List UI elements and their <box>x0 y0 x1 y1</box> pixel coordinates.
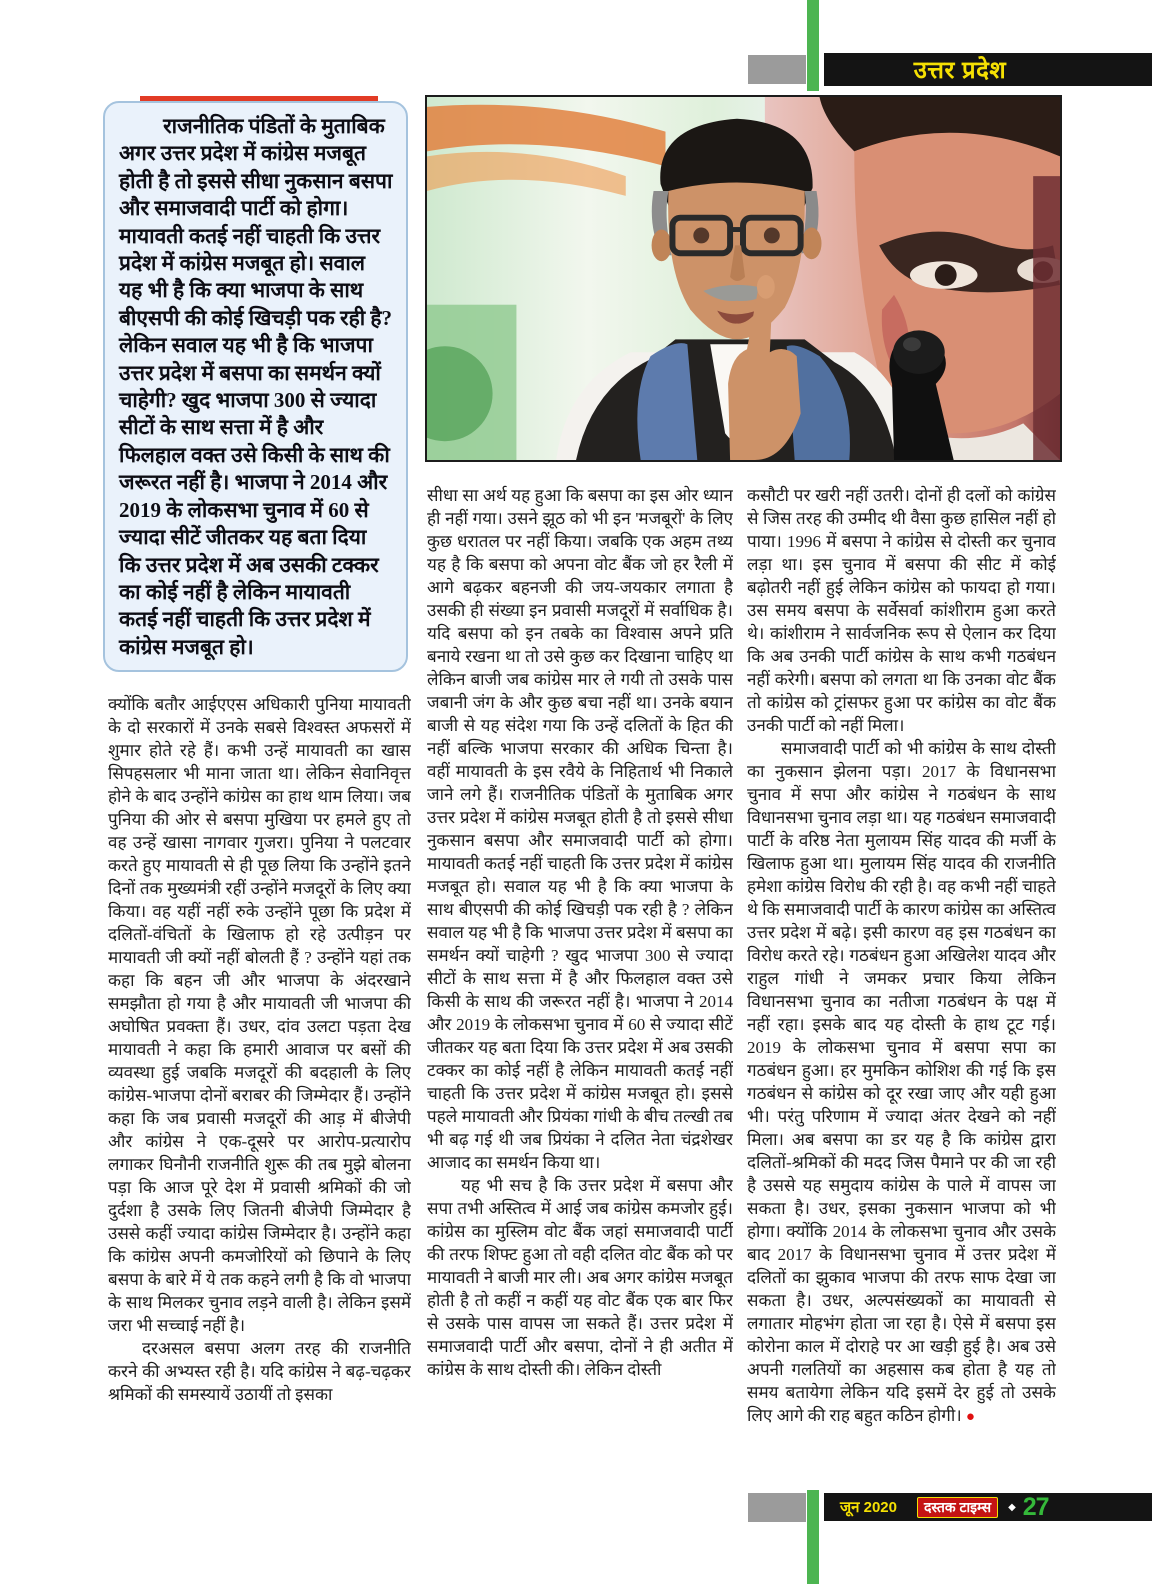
article-paragraph-text: समाजवादी पार्टी को भी कांग्रेस के साथ दोस्ती का नुकसान झेलना पड़ा। 2017 के विधानसभा चुनाव में सपा और कांग्रेस ने गठबंधन के साथ विधानसभा चुनाव लड़ा था। यह गठबंधन समाजवादी पार्टी के वरिष्ठ नेता मुलायम सिंह यादव की मर्जी के खिलाफ हुआ था। मुलायम सिंह यादव की राजनीति हमेशा कांग्रेस विरोध की रही है। वह कभी नहीं चाहते थे कि समाजवादी पार्टी के कारण कांग्रेस का अस्तित्व उत्तर प्रदेश में बढ़े। इसी कारण वह इस गठबंधन का विरोध करते रहे। गठबंधन हुआ अखिलेश यादव और राहुल गांधी ने जमकर प्रचार किया लेकिन विधानसभा चुनाव का नतीजा गठबंधन के पक्ष में नहीं रहा। इसके बाद यह दोस्ती के हाथ टूट गई। 2019 के लोकसभा चुनाव में बसपा सपा का गठबंधन हुआ। हर मुमकिन कोशिश की गई कि इस गठबंधन से कांग्रेस को दूर रखा जाए और यही हुआ भी। परंतु परिणाम में ज्यादा अंतर देखने को नहीं मिला। अब बसपा का डर यह है कि कांग्रेस द्वारा दलितों-श्रमिकों की मदद जिस पैमाने पर की जा रही है उससे यह समुदाय कांग्रेस के पाले में वापस जा सकता है। उधर, इसका नुकसान भाजपा को भी होगा। क्योंकि 2014 के लोकसभा चुनाव और उसके बाद 2017 के विधानसभा चुनाव में उत्तर प्रदेश में दलितों का झुकाव भाजपा की तरफ साफ देखा जा सकता है। उधर, अल्पसंख्यकों का मायावती से लगातार मोहभंग होता जा रहा है। ऐसे में बसपा इस कोरोना काल में दोराहे पर आ खड़ी हुई है। अब उसे अपनी गलतियों का अहसास कब होता है यह तो समय बतायेगा लेकिन यदि इसमें देर हुई तो उसके लिए आगे की राह बहुत कठिन होगी। <box>747 739 1056 1425</box>
article-column-3 <box>747 484 1056 1482</box>
header-green-bar <box>807 0 819 91</box>
pullquote-box <box>103 101 408 672</box>
article-paragraph: सीधा सा अर्थ यह हुआ कि बसपा का इस ओर ध्यान ही नहीं गया। उसने झूठ को भी इन 'मजबूरों' के लिए कुछ धरातल पर नहीं किया। जबकि एक अहम तथ्य यह है कि बसपा को अपना वोट बैंक जो हर रैली में आगे बढ़कर बहनजी की जय-जयकार लगाता है उसकी ही संख्या इन प्रवासी मजदूरों में सर्वाधिक है। यदि बसपा को इन तबके का विश्वास अपने प्रति बनाये रखना था तो उसे कुछ कर दिखाना चाहिए था लेकिन बाजी जब कांग्रेस मार ले गयी तो उसके पास जबानी जंग के और कुछ बचा नहीं था। उनके बयान बाजी से यह संदेश गया कि उन्हें दलितों के हित की नहीं बल्कि भाजपा सरकार की अधिक चिन्ता है। वहीं मायावती के इस रवैये के निहितार्थ भी निकाले जाने लगे हैं। राजनीतिक पंडितों के मुताबिक अगर उत्तर प्रदेश में कांग्रेस मजबूत होती है तो इससे सीधा नुकसान बसपा और समाजवादी पार्टी को होगा। मायावती कतई नहीं चाहती कि उत्तर प्रदेश में कांग्रेस मजबूत हो। सवाल यह भी है कि क्या भाजपा के साथ बीएसपी की कोई खिचड़ी पक रही है ? लेकिन सवाल यह भी है कि भाजपा उत्तर प्रदेश में बसपा का समर्थन क्यों चाहेगी ? खुद भाजपा 300 से ज्यादा सीटों के साथ सत्ता में है और फिलहाल वक्त उसे किसी के साथ की जरूरत नहीं है। भाजपा ने 2014 और 2019 के लोकसभा चुनाव में 60 से ज्यादा सीटें जीतकर यह बता दिया कि उत्तर प्रदेश में अब उसकी टक्कर का कोई नहीं है लेकिन मायावती कतई नहीं चाहती कि उत्तर प्रदेश में कांग्रेस मजबूत हो। इससे पहले मायावती और प्रियंका गांधी के बीच तल्खी तब भी बढ़ गई थी जब प्रियंका ने दलित नेता चंद्रशेखर आजाद का समर्थन किया था। <box>427 486 733 1172</box>
footer-gray-block <box>748 1493 806 1522</box>
section-title: उत्तर प्रदेश <box>913 57 1007 84</box>
header-section-bar <box>824 53 1152 86</box>
article-end-mark: ● <box>965 1409 975 1425</box>
article-column-1 <box>108 693 411 1482</box>
issue-date: जून 2020 <box>840 1499 897 1516</box>
article-paragraph: क्योंकि बतौर आईएएस अधिकारी पुनिया मायावती के दो सरकारों में उनके सबसे विश्वस्त अफसरों में शुमार होते रहे हैं। कभी उन्हें मायावती का खास सिपहसलार भी माना जाता था। लेकिन सेवानिवृत्त होने के बाद उन्होंने कांग्रेस का हाथ थाम लिया। जब पुनिया की ओर से बसपा मुखिया पर हमले हुए तो वह उन्हें खासा नागवार गुजरा। पुनिया ने पलटवार करते हुए मायावती से ही पूछ लिया कि उन्होंने इतने दिनों तक मुख्यमंत्री रहीं उन्होंने मजदूरों के लिए क्या किया। वह यहीं नहीं रुके उन्होंने पूछा कि प्रदेश में दलितों-वंचितों के खिलाफ हो रहे उत्पीड़न पर मायावती जी क्यों नहीं बोलती हैं ? उन्होंने यहां तक कहा कि बहन जी और भाजपा के अंदरखाने समझौता हो गया है और मायावती जी भाजपा की अघोषित प्रवक्ता हैं। उधर, दांव उलटा पड़ता देख मायावती ने कहा कि हमारी आवाज पर बसों की व्यवस्था हुई जबकि मजदूरों की बदहाली के लिए कांग्रेस-भाजपा दोनों बराबर की जिम्मेदार हैं। उन्होंने कहा कि जब प्रवासी मजदूरों की आड़ में बीजेपी और कांग्रेस ने एक-दूसरे पर आरोप-प्रत्यारोप लगाकर घिनौनी राजनीति शुरू की तब मुझे बोलना पड़ा कि आज पूरे देश में प्रवासी श्रमिकों की जो दुर्दशा है उसके लिए जितनी बीजेपी जिम्मेदार है उससे कहीं ज्यादा कांग्रेस जिम्मेदार है। उन्होंने कहा कि कांग्रेस अपनी कमजोरियों को छिपाने के लिए बसपा के बारे में ये तक कहने लगी है कि वो भाजपा के साथ मिलकर चुनाव लड़ने वाली है। लेकिन इसमें जरा भी सच्चाई नहीं है। <box>108 695 411 1335</box>
footer-green-bar <box>807 1490 819 1584</box>
article-paragraph: कसौटी पर खरी नहीं उतरी। दोनों ही दलों को कांग्रेस से जिस तरह की उम्मीद थी वैसा कुछ हासिल नहीं हो पाया। 1996 में बसपा ने कांग्रेस से दोस्ती कर चुनाव लड़ा था। इस चुनाव में बसपा की सीट में कोई बढ़ोतरी नहीं हुई लेकिन कांग्रेस को फायदा हो गया। उस समय बसपा के सर्वेसर्वा कांशीराम हुआ करते थे। कांशीराम ने सार्वजनिक रूप से ऐलान कर दिया कि अब उनकी पार्टी कांग्रेस के साथ कभी गठबंधन नहीं करेगी। बसपा को लगता था कि उनका वोट बैंक तो कांग्रेस को ट्रांसफर हुआ पर कांग्रेस का वोट बैंक उनकी पार्टी को नहीं मिला। <box>747 486 1056 735</box>
header-gray-block <box>748 55 806 84</box>
page-number: 27 <box>1022 1492 1049 1521</box>
pullquote-text: राजनीतिक पंडितों के मुताबिक अगर उत्तर प्रदेश में कांग्रेस मजबूत होती है तो इससे सीधा नुकसान बसपा और समाजवादी पार्टी को होगा। मायावती कतई नहीं चाहती कि उत्तर प्रदेश में कांग्रेस मजबूत हो। सवाल यह भी है कि क्या भाजपा के साथ बीएसपी की कोई खिचड़ी पक रही है? लेकिन सवाल यह भी है कि भाजपा उत्तर प्रदेश में बसपा का समर्थन क्यों चाहेगी? खुद भाजपा 300 से ज्यादा सीटों के साथ सत्ता में है और फिलहाल वक्त उसे किसी के साथ की जरूरत नहीं है। भाजपा ने 2014 और 2019 के लोकसभा चुनाव में 60 से ज्यादा सीटें जीतकर यह बता दिया कि उत्तर प्रदेश में अब उसकी टक्कर का कोई नहीं है लेकिन मायावती कतई नहीं चाहती कि उत्तर प्रदेश में कांग्रेस मजबूत हो। <box>119 114 393 659</box>
photo-illustration <box>427 97 1060 460</box>
article-paragraph: दरअसल बसपा अलग तरह की राजनीति करने की अभ्यस्त रही है। यदि कांग्रेस ने बढ़-चढ़कर श्रमिकों की समस्यायें उठायीं तो इसका <box>108 1339 411 1404</box>
article-paragraph <box>747 737 1056 1429</box>
magazine-logo: दस्तक टाइम्स <box>917 1497 998 1518</box>
footer-bar <box>824 1493 1152 1521</box>
diamond-icon: ◆ <box>1008 1501 1016 1513</box>
article-photo <box>425 95 1062 462</box>
article-column-2 <box>427 484 733 1482</box>
article-paragraph: यह भी सच है कि उत्तर प्रदेश में बसपा और सपा तभी अस्तित्व में आई जब कांग्रेस कमजोर हुई। कांग्रेस का मुस्लिम वोट बैंक जहां समाजवादी पार्टी की तरफ शिफ्ट हुआ तो वही दलित वोट बैंक को पर मायावती ने बाजी मार ली। अब अगर कांग्रेस मजबूत होती है तो कहीं न कहीं यह वोट बैंक एक बार फिर से उसके पास वापस जा सकते हैं। उत्तर प्रदेश में समाजवादी पार्टी और बसपा, दोनों ने ही अतीत में कांग्रेस के साथ दोस्ती की। लेकिन दोस्ती <box>427 1176 733 1379</box>
